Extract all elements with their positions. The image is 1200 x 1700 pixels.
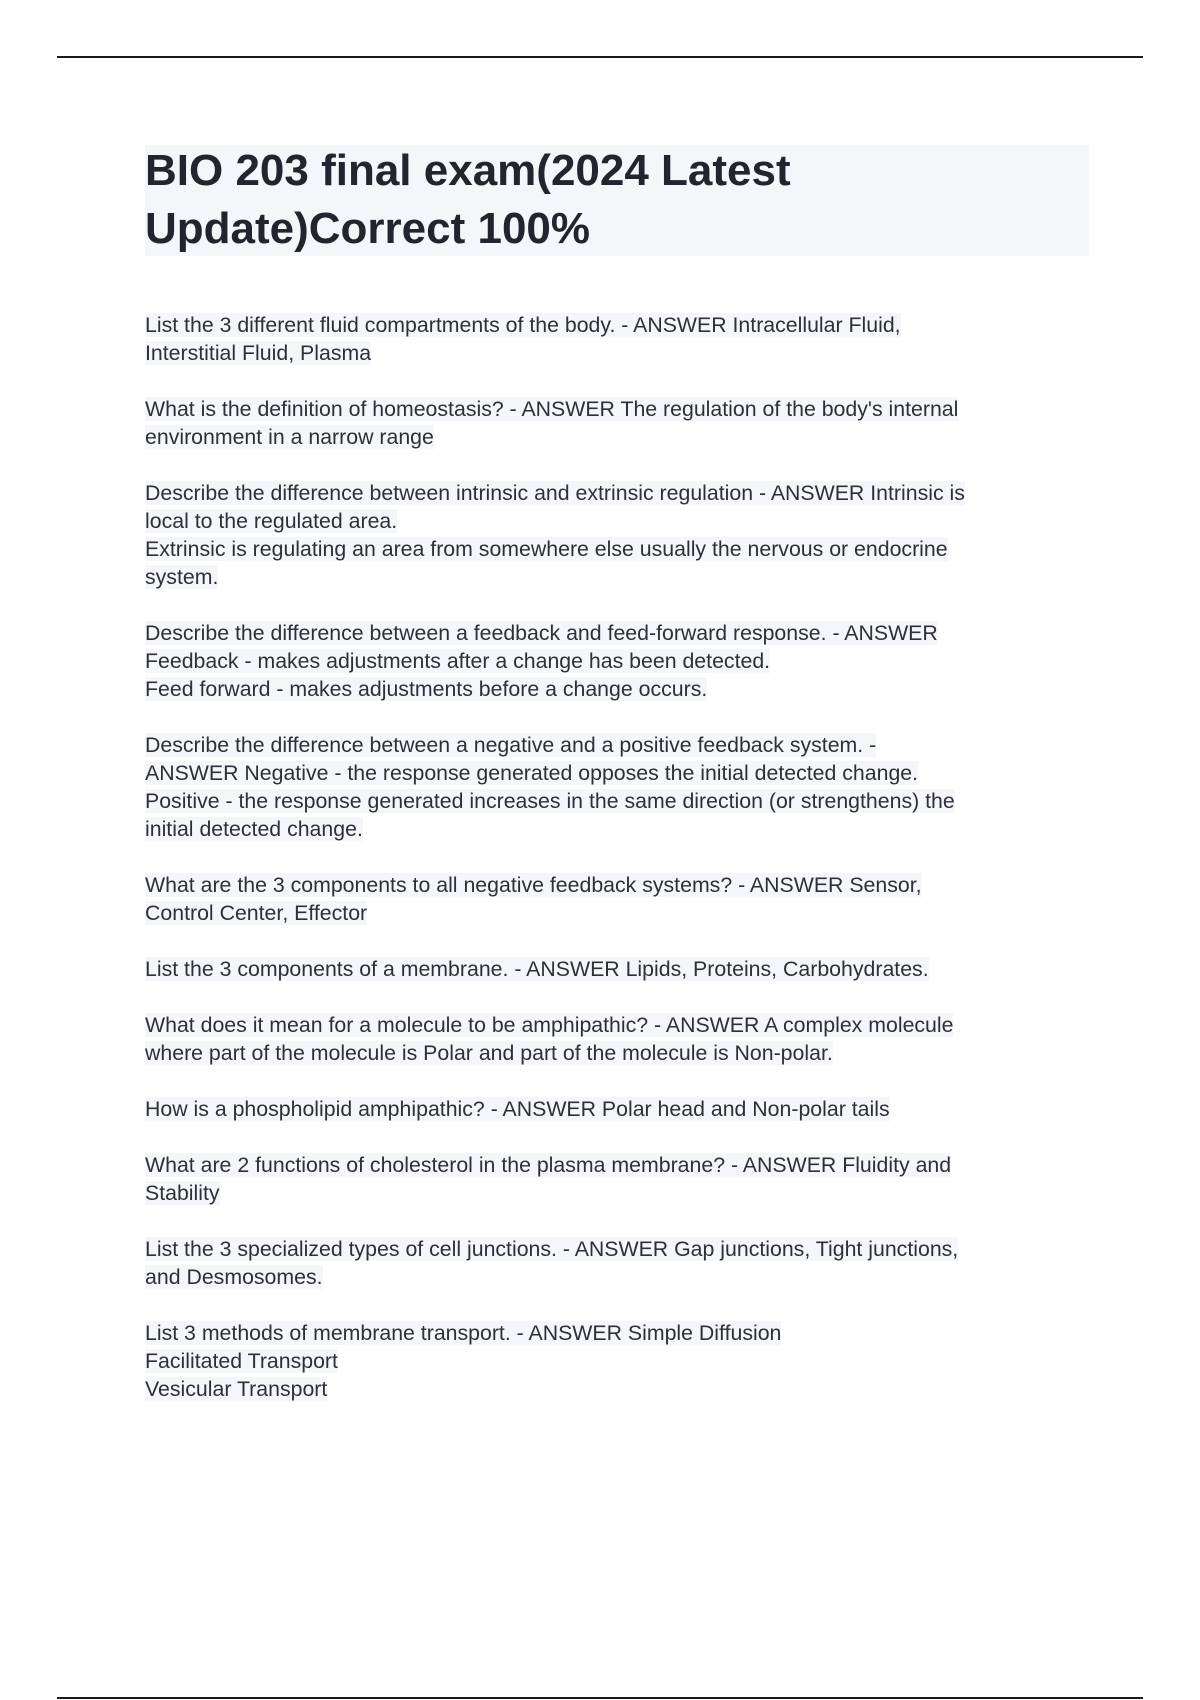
qa-text: Describe the difference between intrinsic and extrinsic regulation - ANSWER Intrinsic is local to the regulated area. Extrinsic is regulating an area from somewhere else usually the nervous or endocrine system. [145, 481, 965, 589]
qa-item [145, 619, 1095, 703]
qa-item [145, 1319, 1095, 1403]
bottom-page-rule [57, 1697, 1143, 1699]
qa-text: List the 3 components of a membrane. - ANSWER Lipids, Proteins, Carbohydrates. [145, 957, 929, 981]
question-answer-list [145, 311, 1095, 1431]
qa-text: List the 3 specialized types of cell junctions. - ANSWER Gap junctions, Tight junctions, and Desmosomes. [145, 1237, 959, 1289]
qa-item [145, 871, 1095, 927]
document-title: BIO 203 final exam(2024 Latest Update)Correct 100% [145, 146, 791, 253]
qa-item [145, 1151, 1095, 1207]
qa-text: How is a phospholipid amphipathic? - ANSWER Polar head and Non-polar tails [145, 1097, 890, 1121]
qa-text: Describe the difference between a feedback and feed-forward response. - ANSWER Feedback - makes adjustments after a change has been detected. Feed forward - makes adjustments before a change occurs. [145, 621, 938, 701]
qa-text: What does it mean for a molecule to be amphipathic? - ANSWER A complex molecule where part of the molecule is Polar and part of the molecule is Non-polar. [145, 1013, 954, 1065]
qa-item [145, 1011, 1095, 1067]
qa-text: List the 3 different fluid compartments of the body. - ANSWER Intracellular Fluid, Interstitial Fluid, Plasma [145, 313, 901, 365]
qa-item [145, 1235, 1095, 1291]
qa-text: What are the 3 components to all negative feedback systems? - ANSWER Sensor, Control Center, Effector [145, 873, 922, 925]
qa-item [145, 311, 1095, 367]
qa-text: What is the definition of homeostasis? - ANSWER The regulation of the body's internal environment in a narrow range [145, 397, 959, 449]
qa-item [145, 955, 1095, 983]
top-page-rule [57, 56, 1143, 58]
qa-item [145, 1095, 1095, 1123]
qa-text: Describe the difference between a negative and a positive feedback system. - ANSWER Negative - the response generated opposes the initial detected change. Positive - the response generated increases in the same direction (or strengthens) the initial detected change. [145, 733, 955, 841]
qa-item [145, 479, 1095, 591]
qa-text: List 3 methods of membrane transport. - ANSWER Simple Diffusion Facilitated Transport Vesicular Transport [145, 1321, 782, 1401]
qa-item [145, 395, 1095, 451]
qa-item [145, 731, 1095, 843]
qa-text: What are 2 functions of cholesterol in the plasma membrane? - ANSWER Fluidity and Stability [145, 1153, 952, 1205]
